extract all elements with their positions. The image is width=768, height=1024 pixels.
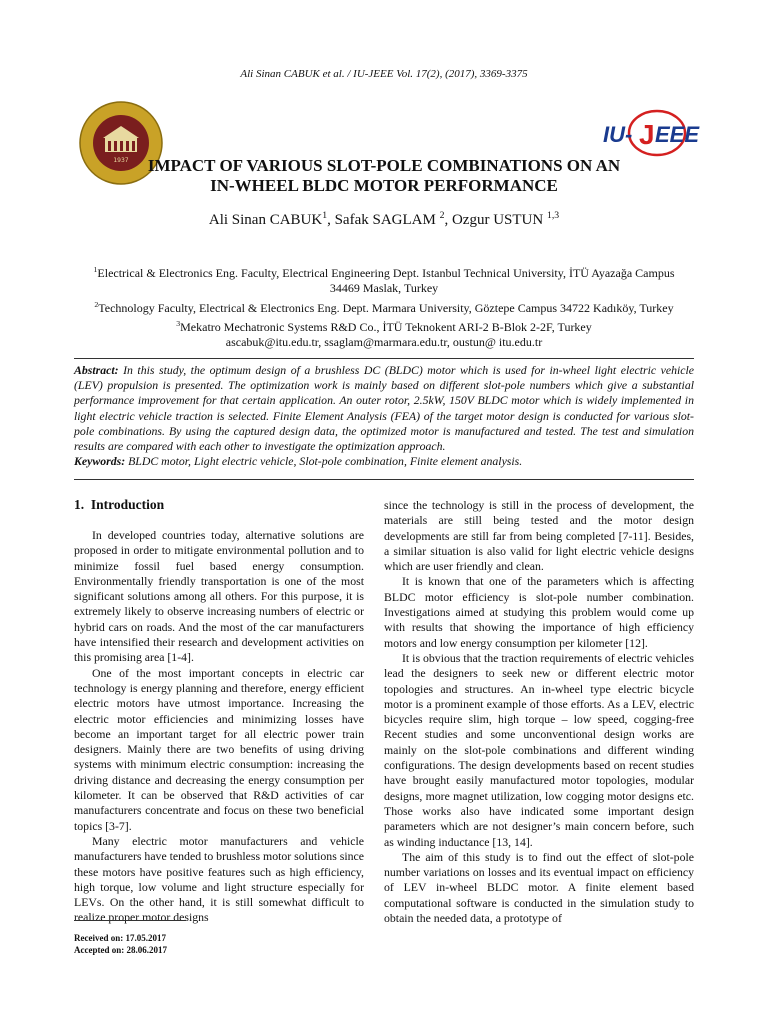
iu-jeee-logo: [597, 108, 701, 158]
keywords-label: Keywords:: [74, 454, 126, 469]
abstract-block: [74, 363, 694, 469]
right-paragraph-1: since the technology is still in the process of development, the materials are still being tested and the motor design developments are still far from being completed [7-11]. Besides, a similar situation is also valid for light electric vehicle designs which are user friendly and clean.: [384, 498, 694, 574]
received-date: Received on: 17.05.2017: [74, 933, 166, 943]
right-paragraph-3: It is obvious that the traction requirements of electric vehicles lead the designers to seek new or different electric motor topologies and structures. An in-wheel type electric bicycle motor is a prominent example of those efforts. As a LEV, electric bicycles require slim, high torque – low speed, cogging-free Recent studies and some unconventional design works are mainly on the slot-pole combinations and different winding configurations. The design developments based on recent studies have brought easily manufactured motor topologies, modular designs, more magnet utilization, low cogging motor designs etc. Those works also have indicated some important design parameters which are not designer’s main concern before, such as winding inductance [13, 14].: [384, 650, 694, 849]
title-line-2: IN-WHEEL BLDC MOTOR PERFORMANCE: [210, 176, 558, 195]
abstract-top-rule: [74, 358, 694, 359]
affiliation-1-marker: 1: [93, 265, 98, 274]
accepted-date: Accepted on: 28.06.2017: [74, 945, 167, 955]
paper-title: [110, 156, 658, 196]
abstract-text: In this study, the optimum design of a brushless DC (BLDC) motor which is used for in-wheel light electric vehicle (LEV) propulsion is presented. The optimization work is mainly based on different slot-pole numbers which give a substantial performance improvement for that certain application. An outer rotor, 2.5kW, 150V BLDC motor which is widely implemented in light electric vehicle traction is selected. Finite Element Analysis (FEA) of the target motor design is conducted for various slot-pole combinations. By using the captured design data, the optimized motor is manufactured and tested. The test and simulation results are compared with each other to investigate the optimization approach.: [74, 363, 694, 454]
affiliation-2: [86, 297, 682, 316]
svg-text:EEE: EEE: [655, 122, 700, 147]
keywords-text: BLDC motor, Light electric vehicle, Slot-pole combination, Finite element analysis.: [125, 454, 523, 469]
author-2-affiliation: 2: [439, 210, 445, 221]
author-emails: ascabuk@itu.edu.tr, ssaglam@marmara.edu.tr, oustun@ itu.edu.tr: [225, 335, 543, 350]
affiliation-3: [86, 316, 682, 335]
submission-dates: [74, 932, 167, 956]
author-2: Safak SAGLAM: [334, 212, 436, 228]
author-3: Ozgur USTUN: [451, 212, 544, 228]
author-1-affiliation: 1: [322, 210, 328, 221]
affiliation-3-text: Mekatro Mechatronic Systems R&D Co., İTÜ Teknokent ARI-2 B-Blok 2-2F, Turkey: [180, 319, 592, 334]
affiliation-2-text: Technology Faculty, Electrical & Electronics Eng. Dept. Marmara University, Göztepe Campus 34722 Kadıköy, Turkey: [98, 300, 674, 315]
author-3-affiliation: 1,3: [546, 210, 560, 221]
abstract-bottom-rule: [74, 479, 694, 480]
running-header: Ali Sinan CABUK et al. / IU-JEEE Vol. 17(2), (2017), 3369-3375: [240, 68, 528, 80]
abstract-label: Abstract:: [74, 363, 119, 377]
author-1: Ali Sinan CABUK: [208, 212, 323, 228]
title-line-1: IMPACT OF VARIOUS SLOT-POLE COMBINATIONS ON AN: [147, 156, 621, 175]
affiliations: [86, 262, 682, 350]
svg-text:IU-: IU-: [603, 122, 633, 147]
section-number: 1.: [74, 497, 85, 512]
author-list: Ali Sinan CABUK$^1$, Safak SAGLAM $^2$, Ozgur USTUN $^{1,3}$: [208, 210, 560, 228]
right-paragraph-2: It is known that one of the parameters which is affecting BLDC motor efficiency is slot-pole number combination. Investigations aimed at studying this problem would come up with results that showing the importance of high efficiency motors and low energy consumption per kilometer [12].: [384, 574, 694, 650]
left-paragraph-3: Many electric motor manufacturers and vehicle manufacturers have tended to brushless motor solutions since these motors have positive features such as high efficiency, high torque, low volume and light structure especially for LEVs. On the other hand, it is still somewhat difficult to realize proper motor designs: [74, 833, 364, 925]
svg-text:1937: 1937: [113, 157, 129, 164]
affiliation-1-text: Electrical & Electronics Eng. Faculty, Electrical Engineering Dept. Istanbul Technical University, İTÜ Ayazağa Campus 34469 Maslak, Turkey: [97, 266, 675, 296]
affiliation-2-marker: 2: [94, 299, 99, 309]
affiliation-1: [86, 262, 682, 297]
right-column: [384, 498, 694, 926]
section-heading: [74, 497, 164, 513]
right-paragraph-4: The aim of this study is to find out the effect of slot-pole number variations on losses and its eventual impact on efficiency of LEV in-wheel BLDC motor. A finite element based computational software is conducted in the simulation study to obtain the needed data, a prototype of: [384, 849, 694, 926]
svg-text:J: J: [639, 119, 655, 150]
section-title: Introduction: [90, 497, 165, 512]
footnote-rule: [74, 920, 186, 921]
left-paragraph-2: One of the most important concepts in electric car technology is energy planning and therefore, energy efficient electric motors have utmost importance. Increasing the electric motor efficiencies and minimizing losses have become an important target for all electric power train designers. Mainly there are two benefits of using driving systems with minimum electric consumption: increasing the driving distance and decreasing the energy consumption per kilometer. It can be observed that R&D activities of car manufacturers concentrate and focus on these two beneficial topics [3-7].: [74, 665, 364, 833]
left-paragraph-1: In developed countries today, alternative solutions are proposed in order to mitigate environmental pollution and to minimize fossil fuel based energy consumption. Environmentally friendly transportation is one of the most significant solutions among all others. For this purpose, it is extremely likely to observe increasing numbers of electric or hybrid cars on roads. And the most of the car manufacturers have intensified their research and development activities on this promising area [1-4].: [74, 528, 364, 665]
affiliation-3-marker: 3: [176, 318, 181, 328]
left-column: [74, 528, 364, 926]
